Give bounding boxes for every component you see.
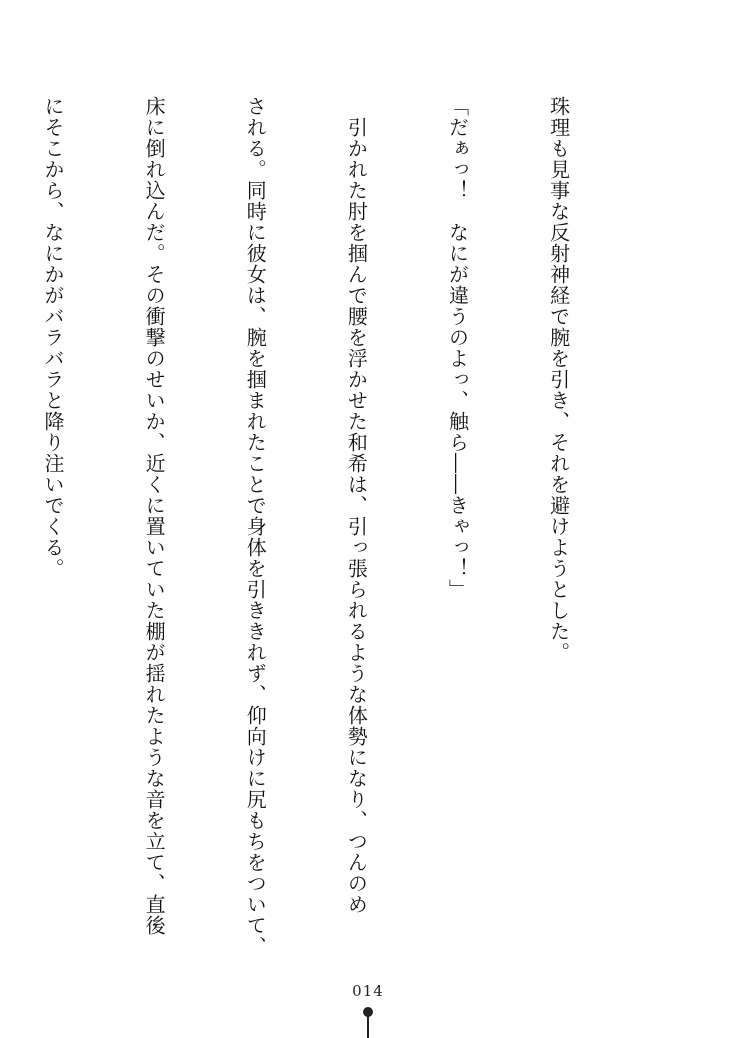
vertical-text-body <box>0 96 642 956</box>
page-marker-stem <box>367 1015 369 1038</box>
text-line-4: される。同時に彼女は、腕を掴まれたことで身体を引ききれず、仰向けに尻もちをついて、 <box>243 96 268 957</box>
page-number: 014 <box>352 982 384 1000</box>
text-line-1: 珠理も見事な反射神経で腕を引き、それを避けようとした。 <box>546 96 571 663</box>
page-marker-icon <box>363 1007 373 1038</box>
text-line-3: 引かれた肘を掴んで腰を浮かせた和希は、引っ張られるような体勢になり、つんのめ <box>344 96 369 915</box>
text-line-6: にそこから、なにかがバラバラと降り注いでくる。 <box>41 96 66 579</box>
text-line-5: 床に倒れ込んだ。その衝撃のせいか、近くに置いていた棚が揺れたような音を立て、直後 <box>142 96 167 936</box>
text-line-2: 「だぁっ！ なにが違うのよっ、触ら――きゃっ！」 <box>445 96 470 600</box>
